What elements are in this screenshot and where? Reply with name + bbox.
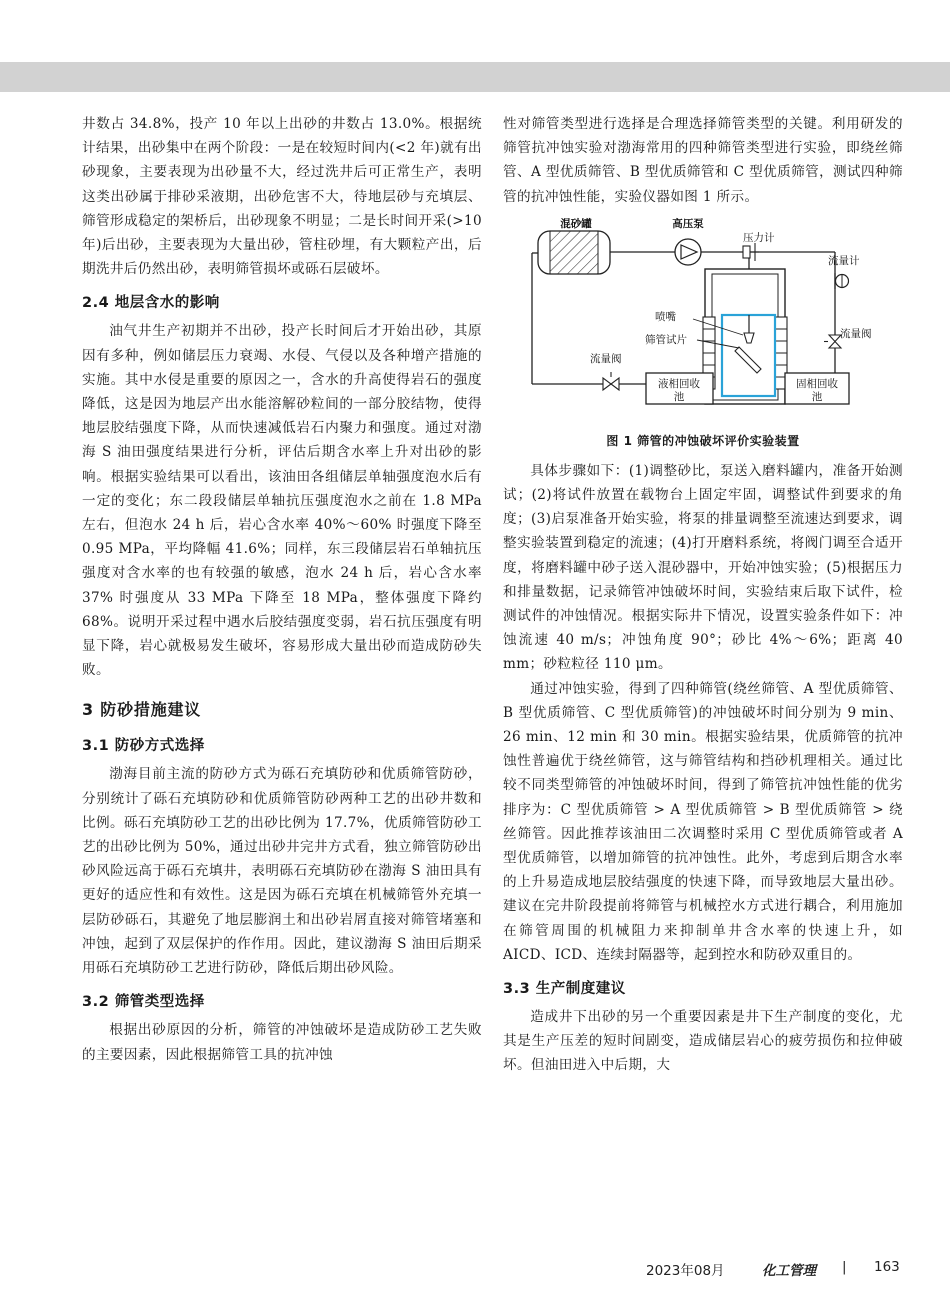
journal-logo: 化工管理	[762, 1263, 816, 1279]
figure-1-apparatus	[515, 217, 893, 422]
figure-caption: 图 1 筛管的冲蚀破坏评价实验装置	[606, 433, 800, 448]
header-band	[0, 62, 950, 92]
label-solid-tank-line1: 固相回收	[796, 377, 838, 390]
flowmeter	[835, 273, 849, 289]
paragraph: 根据出砂原因的分析，筛管的冲蚀破坏是造成防砂工艺失败的主要因素，因此根据筛管工具的抗冲蚀	[82, 1022, 482, 1063]
paragraph: 造成井下出砂的另一个重要因素是井下生产制度的变化，尤其是生产压差的短时间剧变，造成储层岩心的疲劳损伤和拉伸破坏。但油田进入中后期，大	[503, 1009, 903, 1074]
label-flow-valve-right: 流量阀	[840, 327, 872, 340]
label-liquid-tank-line2: 池	[673, 390, 685, 403]
label-pump: 高压泵	[672, 217, 704, 230]
paragraph: 具体步骤如下：(1)调整砂比，泵送入磨料罐内，准备开始测试；(2)将试件放置在载物台上固定牢固，调整试件到要求的角度；(3)启泵准备开始实验，将泵的排量调整至流速达到要求，调整实验装置到稳定的流速；(4)打开磨料系统，将阀门调至合适开度，将磨料罐中砂子送入混砂器中，开始冲蚀实验；(5)根据压力和排量数据，记录筛管冲蚀破坏时间，实验结束后取下试件，检测试件的冲蚀情况。根据实际井下情况，设置实验条件如下：冲蚀流速 40 m/s；冲蚀角度 90°；砂比 4%～6%；距离 40 mm；砂粒粒径 110 μm。	[503, 462, 903, 673]
page-number: 163	[874, 1259, 900, 1275]
label-liquid-tank-line1: 液相回收	[658, 377, 700, 390]
mixer-tank	[538, 231, 610, 274]
section-heading-3-1: 3.1 防砂方式选择	[82, 738, 205, 755]
flow-valve-right	[824, 335, 841, 348]
paragraph: 井数占 34.8%，投产 10 年以上出砂的井数占 13.0%。根据统计结果，出砂集中在两个阶段：一是在较短时间内(<2 年)就有出砂现象，主要表现为出砂量不大，经过洗井后可正常生产，表明这类出砂属于排砂采液期，出砂危害不大，待地层砂与充填层、筛管形成稳定的架桥后，出砂现象不明显；二是长时间开采(>10 年)后出砂，主要表现为大量出砂，管柱砂埋，有大颗粒产出，后期洗井后仍然出砂，表明筛管损坏或砾石层破坏。	[82, 116, 482, 278]
right-column	[503, 112, 903, 1078]
pump	[675, 239, 701, 265]
section-heading-3: 3 防砂措施建议	[82, 700, 202, 720]
paragraph: 油气井生产初期并不出砂，投产长时间后才开始出砂，其原因有多种，例如储层压力衰竭、水侵、气侵以及各种增产措施的实施。其中水侵是重要的原因之一，含水的升高使得岩石的强度降低，这是因为地层产出水能溶解砂粒间的一部分胶结物，使得地层胶结强度下降，从而快速减低岩石内聚力和强度。通过对渤海 S 油田强度结果进行分析，评估后期含水率上升对出砂的影响。根据实验结果可以看出，该油田各组储层单轴强度泡水后有一定的变化；东二段段储层单轴抗压强度泡水之前在 1.8 MPa 左右，但泡水 24 h 后，岩心含水率 40%～60% 时强度下降至 0.95 MPa，平均降幅 41.6%；同样，东三段储层岩石单轴抗压强度对含水率的也有较强的敏感，泡水 24 h 后，岩心含水率 37% 时强度从 33 MPa 下降至 18 MPa，整体强度下降约 68%。说明开采过程中遇水后胶结强度变弱，岩石抗压强度有明显下降，岩心就极易发生破坏，容易形成大量出砂而造成防砂失败。	[82, 323, 482, 679]
paragraph: 渤海目前主流的防砂方式为砾石充填防砂和优质筛管防砂，分别统计了砾石充填防砂和优质筛管防砂两种工艺的出砂井数和比例。砾石充填防砂工艺的出砂比例为 17.7%，优质筛管防砂工艺的出砂比例为 50%，通过出砂井完井方式看，独立筛管防砂出砂风险远高于砾石充填井，表明砾石充填防砂在渤海 S 油田具有更好的适应性和有效性。这是因为砾石充填在机械筛管外充填一层防砂砾石，其避免了地层膨润土和出砂岩屑直接对筛管堵塞和冲蚀，起到了双层保护的作作用。因此，建议渤海 S 油田后期采用砾石充填防砂工艺进行防砂，降低后期出砂风险。	[82, 766, 482, 977]
label-screen-sample: 筛管试片	[645, 333, 687, 346]
label-flow-valve-left: 流量阀	[590, 352, 622, 365]
flow-valve-left	[603, 372, 619, 390]
label-solid-tank-line2: 池	[811, 390, 823, 403]
footer-separator: |	[842, 1259, 847, 1275]
page-footer	[646, 1259, 906, 1283]
label-mixer-tank: 混砂罐	[560, 217, 592, 230]
paragraph: 通过冲蚀实验，得到了四种筛管(绕丝筛管、A 型优质筛管、B 型优质筛管、C 型优质筛管)的冲蚀破坏时间分别为 9 min、26 min、12 min 和 30 min。根据实验结果，优质筛管的抗冲蚀性普遍优于绕丝筛管，这与筛管结构和挡砂机理相关。通过比较不同类型筛管的冲蚀破坏时间，得到了筛管抗冲蚀性能的优劣排序为：C 型优质筛管 > A 型优质筛管 > B 型优质筛管 > 绕丝筛管。因此推荐该油田二次调整时采用 C 型优质筛管或者 A 型优质筛管，以增加筛管的抗冲蚀性。此外，考虑到后期含水率的上升易造成地层胶结强度的快速下降，而导致地层大量出砂。建议在完井阶段提前将筛管与机械控水方式进行耦合，利用施加在筛管周围的机械阻力来抑制单井含水率的快速上升，如 AICD、ICD、连续封隔器等，起到控水和防砂双重目的。	[503, 680, 903, 963]
footer-date: 2023年08月	[646, 1263, 725, 1279]
pressure-gauge	[743, 243, 759, 261]
section-heading-3-2: 3.2 筛管类型选择	[82, 994, 205, 1011]
paragraph: 性对筛管类型进行选择是合理选择筛管类型的关键。利用研发的筛管抗冲蚀实验对渤海常用的四种筛管类型进行实验，即绕丝筛管、A 型优质筛管、B 型优质筛管和 C 型优质筛管，测试四种筛管的抗冲蚀性能，实验仪器如图 1 所示。	[503, 116, 903, 205]
section-heading-2-4: 2.4 地层含水的影响	[82, 295, 220, 312]
label-nozzle: 喷嘴	[655, 310, 676, 323]
section-heading-3-3: 3.3 生产制度建议	[503, 981, 626, 998]
label-pressure-gauge: 压力计	[743, 231, 775, 244]
apparatus-diagram	[515, 217, 893, 422]
left-column	[82, 112, 482, 1067]
label-flowmeter: 流量计	[828, 254, 860, 267]
